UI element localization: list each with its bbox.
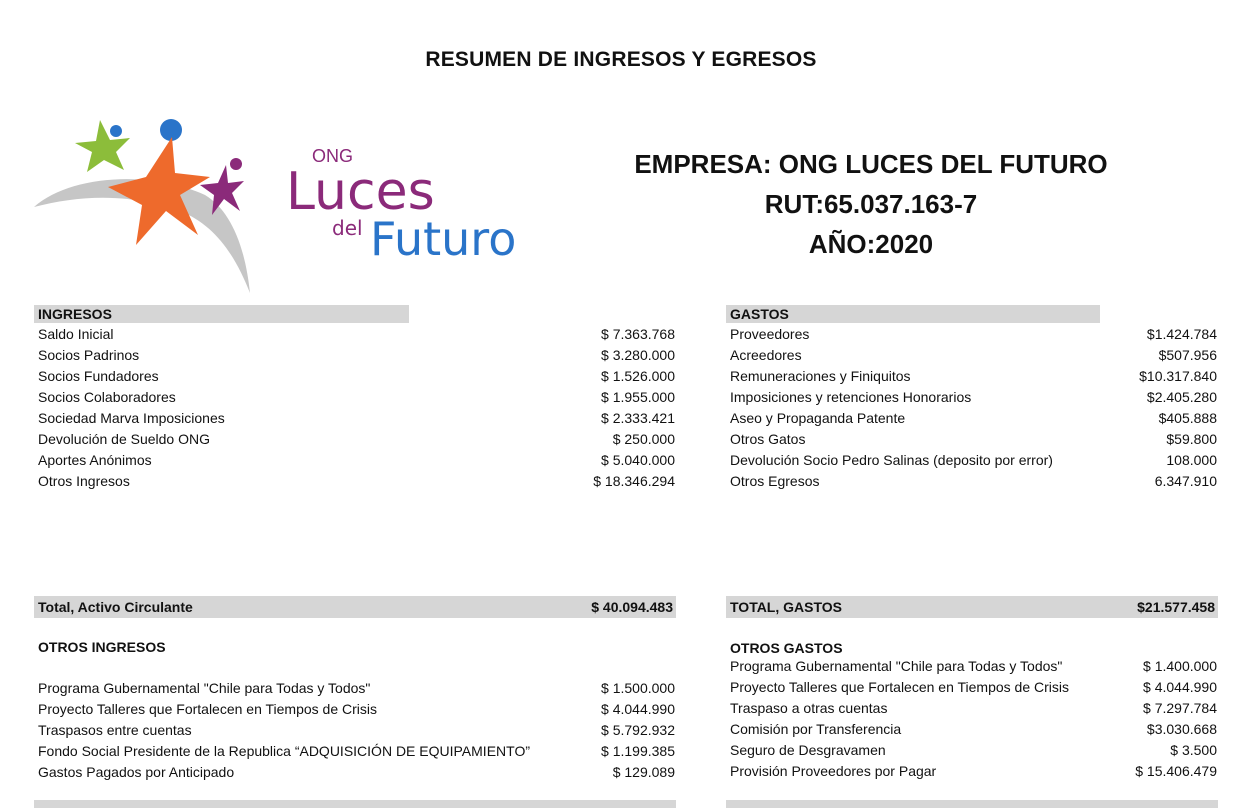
cut-off-total-bar-right (726, 800, 1218, 808)
gastos-row-label: Imposiciones y retenciones Honorarios (730, 389, 972, 405)
otros-gastos-row-label: Seguro de Desgravamen (730, 742, 886, 758)
otros-ingresos-row-value: $ 1.500.000 (601, 680, 675, 696)
otros-ingresos-row-label: Fondo Social Presidente de la Republica “ADQUISICIÓN DE EQUIPAMIENTO” (38, 743, 530, 759)
ingresos-row-value: $ 3.280.000 (601, 347, 675, 363)
ingresos-row (34, 471, 676, 492)
otros-gastos-row-value: $ 15.406.479 (1135, 763, 1217, 779)
gastos-row (726, 324, 1218, 345)
otros-ingresos-row-value: $ 1.199.385 (601, 743, 675, 759)
otros-gastos-row (726, 761, 1218, 782)
otros-ingresos-row-label: Gastos Pagados por Anticipado (38, 764, 235, 780)
ingresos-row-value: $ 18.346.294 (593, 473, 675, 489)
ong-logo (30, 115, 550, 295)
ingresos-row-value: $ 5.040.000 (601, 452, 675, 468)
company-name: EMPRESA: ONG LUCES DEL FUTURO (634, 149, 1108, 179)
green-star (75, 120, 130, 172)
gastos-total-label: TOTAL, GASTOS (730, 599, 843, 615)
otros-gastos-row-label: Provisión Proveedores por Pagar (730, 763, 937, 779)
ingresos-row (34, 450, 676, 471)
document-title: RESUMEN DE INGRESOS Y EGRESOS (425, 48, 817, 71)
otros-ingresos-row-label: Traspasos entre cuentas (38, 722, 192, 738)
gastos-row (726, 387, 1218, 408)
gastos-row-value: $1.424.784 (1146, 326, 1217, 342)
company-info (606, 144, 1136, 264)
gastos-row-label: Aseo y Propaganda Patente (730, 410, 906, 426)
otros-ingresos-row-label: Programa Gubernamental "Chile para Todas y Todos" (38, 680, 371, 696)
gastos-row-label: Devolución Socio Pedro Salinas (deposito por error) (730, 452, 1053, 468)
ingresos-row-label: Aportes Anónimos (38, 452, 152, 468)
purple-dot (230, 158, 242, 170)
logo-text-futuro: Futuro (370, 212, 517, 266)
ingresos-total-value: $ 40.094.483 (591, 599, 673, 615)
gastos-total-row (726, 596, 1218, 618)
gastos-total-section (726, 596, 1218, 618)
otros-gastos-row (726, 719, 1218, 740)
ingresos-section (34, 305, 676, 492)
gastos-row-label: Remuneraciones y Finiquitos (730, 368, 911, 384)
logo-text-luces: Luces (286, 162, 435, 222)
otros-gastos-row-label: Programa Gubernamental "Chile para Todas y Todos" (730, 658, 1063, 674)
ingresos-row-label: Socios Fundadores (38, 368, 159, 384)
cut-off-total-bar-left (34, 800, 676, 808)
ingresos-row-label: Sociedad Marva Imposiciones (38, 410, 225, 426)
otros-gastos-row-label: Proyecto Talleres que Fortalecen en Tiempos de Crisis (730, 679, 1070, 695)
ingresos-row-value: $ 1.526.000 (601, 368, 675, 384)
ingresos-row (34, 408, 676, 429)
ingresos-row-label: Devolución de Sueldo ONG (38, 431, 210, 447)
ingresos-row (34, 429, 676, 450)
otros-gastos-row (726, 698, 1218, 719)
gastos-row (726, 366, 1218, 387)
otros-ingresos-row (34, 741, 676, 762)
ingresos-row (34, 324, 676, 345)
otros-ingresos-row-value: $ 129.089 (612, 764, 675, 780)
ingresos-row-label: Socios Padrinos (38, 347, 140, 363)
gastos-row (726, 345, 1218, 366)
ingresos-row (34, 345, 676, 366)
gastos-row-label: Otros Egresos (730, 473, 820, 489)
ingresos-total-label: Total, Activo Circulante (38, 599, 193, 615)
blue-dot (160, 119, 182, 141)
otros-ingresos-row-label: Proyecto Talleres que Fortalecen en Tiempos de Crisis (38, 701, 378, 717)
gastos-row (726, 429, 1218, 450)
ingresos-row (34, 387, 676, 408)
otros-gastos-row-label: Traspaso a otras cuentas (730, 700, 888, 716)
ingresos-row-value: $ 250.000 (612, 431, 675, 447)
gastos-row-value: 6.347.910 (1154, 473, 1217, 489)
otros-gastos-row-value: $ 7.297.784 (1143, 700, 1217, 716)
blue-dot-small (110, 125, 122, 137)
ingresos-row-value: $ 2.333.421 (601, 410, 675, 426)
gastos-row-label: Acreedores (730, 347, 802, 363)
logo-text-ong: ONG (312, 146, 354, 166)
gastos-total-value: $21.577.458 (1137, 599, 1215, 615)
otros-ingresos-row-value: $ 4.044.990 (601, 701, 675, 717)
gastos-row (726, 471, 1218, 492)
ingresos-row-label: Otros Ingresos (38, 473, 130, 489)
otros-gastos-row-value: $ 4.044.990 (1143, 679, 1217, 695)
gastos-row-value: $405.888 (1158, 410, 1217, 426)
otros-gastos-row (726, 740, 1218, 761)
otros-ingresos-row (34, 720, 676, 741)
ingresos-row (34, 366, 676, 387)
gastos-row-value: $507.956 (1158, 347, 1217, 363)
otros-ingresos-row-value: $ 5.792.932 (601, 722, 675, 738)
otros-gastos-row-value: $ 3.500 (1170, 742, 1217, 758)
otros-gastos-row-value: $ 1.400.000 (1143, 658, 1217, 674)
gastos-row-label: Otros Gatos (730, 431, 806, 447)
gastos-header: GASTOS (726, 305, 1100, 323)
gastos-row (726, 450, 1218, 471)
gastos-section (726, 305, 1218, 492)
gastos-row (726, 408, 1218, 429)
otros-gastos-header: OTROS GASTOS (730, 640, 843, 656)
otros-gastos-row (726, 656, 1218, 677)
otros-gastos-section (726, 636, 1218, 782)
otros-gastos-row-value: $3.030.668 (1146, 721, 1217, 737)
ingresos-row-label: Socios Colaboradores (38, 389, 176, 405)
otros-ingresos-row (34, 678, 676, 699)
gastos-row-value: $2.405.280 (1146, 389, 1217, 405)
gastos-row-value: $10.317.840 (1139, 368, 1217, 384)
ingresos-row-value: $ 1.955.000 (601, 389, 675, 405)
gastos-row-value: $59.800 (1166, 431, 1217, 447)
report-year: AÑO:2020 (808, 229, 934, 259)
otros-ingresos-section (34, 636, 676, 783)
ingresos-row-value: $ 7.363.768 (601, 326, 675, 342)
ingresos-total-row (34, 596, 676, 618)
gastos-row-value: 108.000 (1166, 452, 1217, 468)
ingresos-total-section (34, 596, 676, 618)
gastos-row-label: Proveedores (730, 326, 810, 342)
otros-gastos-row-label: Comisión por Transferencia (730, 721, 902, 737)
otros-ingresos-row (34, 699, 676, 720)
otros-ingresos-row (34, 762, 676, 783)
otros-ingresos-header: OTROS INGRESOS (38, 639, 166, 655)
company-rut: RUT:65.037.163-7 (764, 189, 978, 219)
ingresos-row-label: Saldo Inicial (38, 326, 114, 342)
otros-gastos-row (726, 677, 1218, 698)
ingresos-header: INGRESOS (34, 305, 409, 323)
logo-text-del: del (332, 216, 363, 240)
